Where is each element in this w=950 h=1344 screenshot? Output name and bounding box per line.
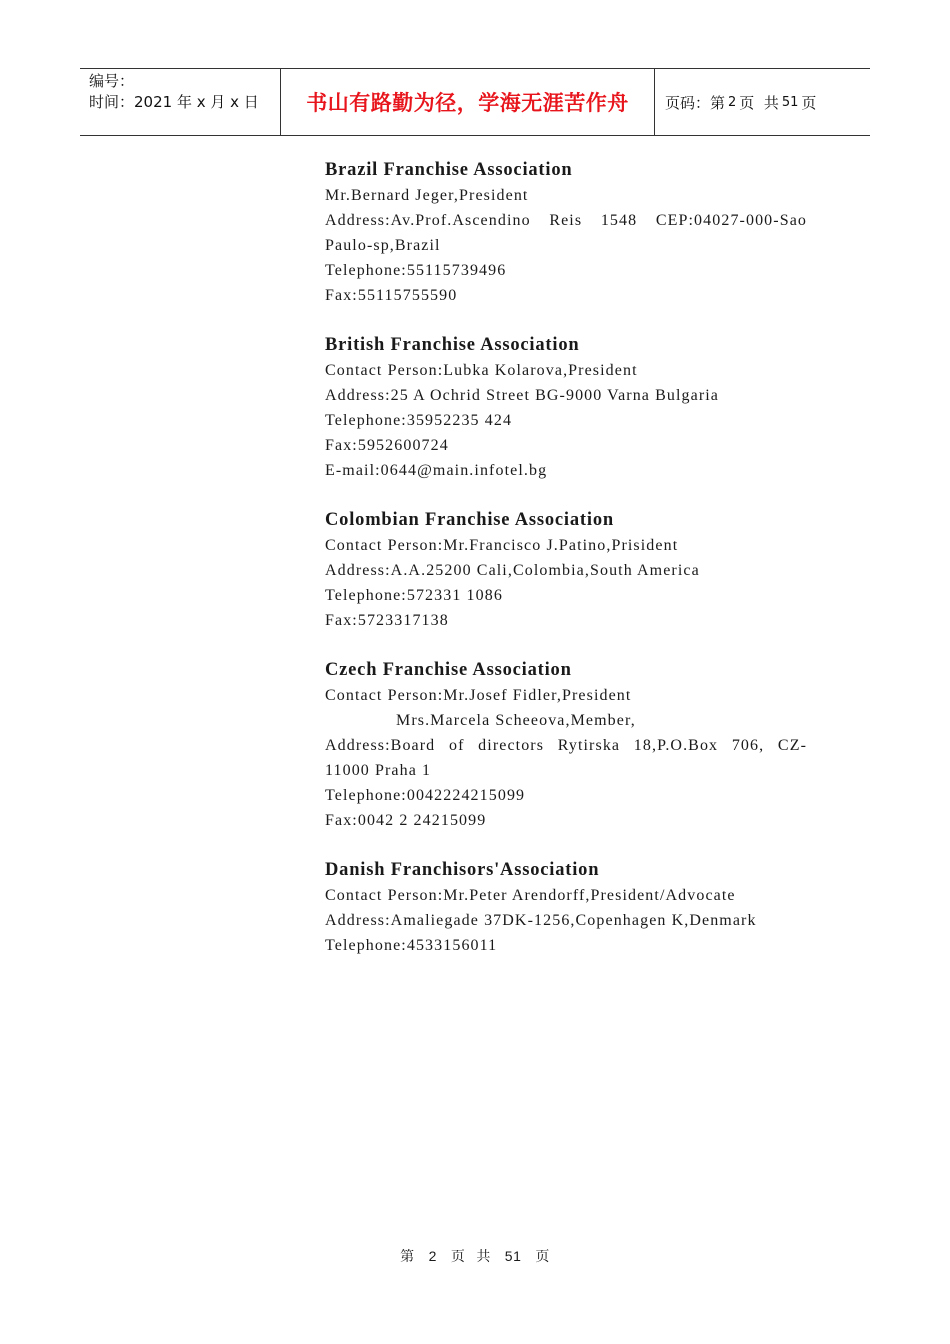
association-title: British Franchise Association — [325, 335, 580, 355]
document-time-label: 时间：2021 年 x 月 x 日 — [89, 93, 259, 111]
association-address-cont: 11000 Praha 1 — [325, 762, 432, 779]
association-contact: Contact Person:Mr.Josef Fidler,President — [325, 687, 632, 704]
association-telephone: Telephone:4533156011 — [325, 937, 498, 954]
association-entry — [325, 158, 807, 308]
header-motto-cell — [281, 69, 655, 135]
association-contact: Mr.Bernard Jeger,President — [325, 187, 529, 204]
association-contact-member: Mrs.Marcela Scheeova,Member, — [396, 712, 636, 729]
association-contact: Contact Person:Mr.Peter Arendorff,President/Advocate — [325, 887, 736, 904]
footer-middle-a: 页 — [450, 1249, 466, 1265]
association-address: Address:A.A.25200 Cali,Colombia,South America — [325, 562, 700, 579]
header-page-suffix: 页 — [801, 93, 817, 112]
footer-page-number: 2 — [428, 1248, 437, 1264]
association-telephone: Telephone:0042224215099 — [325, 787, 526, 804]
association-contact: Contact Person:Lubka Kolarova,President — [325, 362, 638, 379]
association-email: E-mail:0644@main.infotel.bg — [325, 462, 548, 479]
association-fax: Fax:55115755590 — [325, 287, 458, 304]
association-entry — [325, 858, 807, 958]
footer-page-total: 51 — [504, 1248, 522, 1264]
association-telephone: Telephone:572331 1086 — [325, 587, 503, 604]
association-list — [325, 158, 807, 983]
association-entry — [325, 508, 807, 633]
association-title: Czech Franchise Association — [325, 660, 572, 680]
association-address: Address:25 A Ochrid Street BG-9000 Varna Bulgaria — [325, 387, 719, 404]
document-number-label: 编号： — [89, 72, 135, 90]
association-fax: Fax:5952600724 — [325, 437, 449, 454]
header-page-prefix: 页码：第 — [665, 93, 726, 112]
association-address: Address:Av.Prof.Ascendino Reis 1548 CEP:04027-000-Sao — [325, 212, 807, 229]
association-title: Brazil Franchise Association — [325, 160, 573, 180]
footer-prefix: 第 — [400, 1249, 415, 1265]
association-fax: Fax:0042 2 24215099 — [325, 812, 487, 829]
page-header — [80, 68, 870, 136]
association-title: Danish Franchisors'Association — [325, 860, 600, 880]
footer-middle-b: 共 — [476, 1249, 491, 1265]
association-telephone: Telephone:55115739496 — [325, 262, 507, 279]
header-page-middle: 页 共 — [739, 93, 779, 112]
footer-suffix: 页 — [535, 1249, 550, 1265]
association-address: Address:Board of directors Rytirska 18,P.O.Box 706, CZ- — [325, 737, 807, 754]
association-address-cont: Paulo-sp,Brazil — [325, 237, 441, 254]
association-contact: Contact Person:Mr.Francisco J.Patino,Prisident — [325, 537, 679, 554]
header-page-info — [655, 69, 870, 135]
association-title: Colombian Franchise Association — [325, 510, 614, 530]
header-page-number: 2 — [728, 94, 737, 110]
header-page-total: 51 — [781, 94, 799, 110]
page-footer — [0, 1246, 950, 1266]
header-meta — [80, 69, 281, 135]
association-entry — [325, 658, 807, 833]
association-fax: Fax:5723317138 — [325, 612, 449, 629]
association-address: Address:Amaliegade 37DK-1256,Copenhagen K,Denmark — [325, 912, 757, 929]
association-telephone: Telephone:35952235 424 — [325, 412, 513, 429]
header-motto: 书山有路勤为径，学海无涯苦作舟 — [306, 91, 629, 115]
association-entry — [325, 333, 807, 483]
